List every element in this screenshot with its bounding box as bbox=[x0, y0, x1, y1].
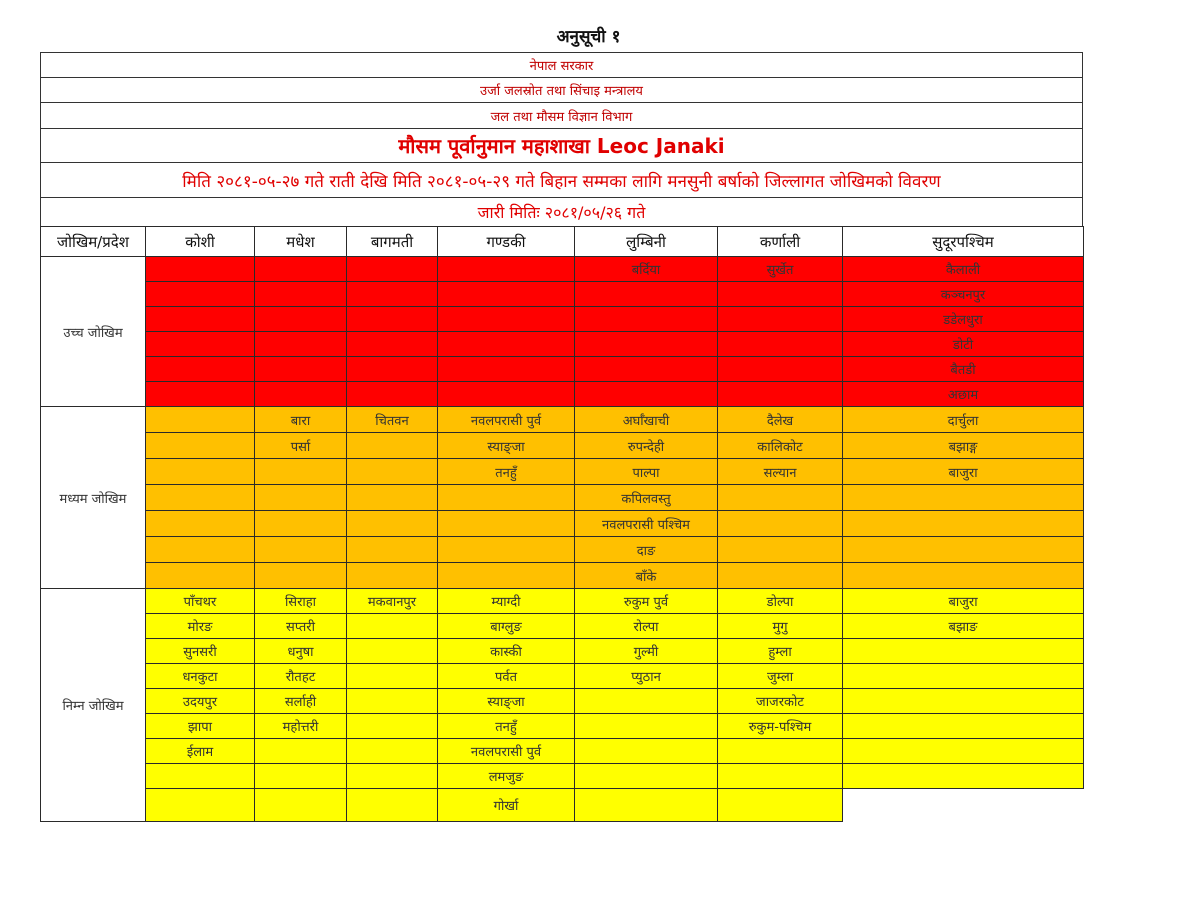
medium-risk-row bbox=[41, 407, 1084, 433]
district-cell: कैलाली bbox=[843, 257, 1084, 282]
low-risk-row bbox=[41, 789, 1084, 822]
empty-cell bbox=[347, 332, 438, 357]
low-risk-row bbox=[41, 664, 1084, 689]
high-risk-row bbox=[41, 307, 1084, 332]
empty-cell bbox=[146, 537, 255, 563]
empty-cell bbox=[146, 332, 255, 357]
empty-cell bbox=[255, 257, 347, 282]
district-cell: लमजुङ bbox=[438, 764, 575, 789]
empty-cell bbox=[255, 332, 347, 357]
empty-cell bbox=[575, 332, 718, 357]
column-header-row bbox=[41, 227, 1084, 257]
empty-cell bbox=[843, 664, 1084, 689]
empty-cell bbox=[347, 485, 438, 511]
empty-cell bbox=[718, 537, 843, 563]
empty-cell bbox=[718, 382, 843, 407]
empty-cell bbox=[146, 563, 255, 589]
district-cell: रुकुम-पश्चिम bbox=[718, 714, 843, 739]
empty-cell bbox=[575, 739, 718, 764]
district-cell: हुम्ला bbox=[718, 639, 843, 664]
district-cell: दार्चुला bbox=[843, 407, 1084, 433]
medium-risk-row bbox=[41, 563, 1084, 589]
high-risk-row bbox=[41, 357, 1084, 382]
high-risk-label: उच्च जोखिम bbox=[41, 257, 146, 407]
header-description: मिति २०८१-०५-२७ गते राती देखि मिति २०८१-०५-२९ गते बिहान सम्मका लागि मनसुनी बर्षाको जिल्लागत जोखिमको विवरण bbox=[40, 162, 1083, 198]
district-cell: सप्तरी bbox=[255, 614, 347, 639]
empty-cell bbox=[575, 764, 718, 789]
empty-cell bbox=[575, 357, 718, 382]
district-cell: मोरङ bbox=[146, 614, 255, 639]
empty-cell bbox=[438, 257, 575, 282]
column-header-lumbini: लुम्बिनी bbox=[575, 227, 718, 257]
district-cell: बाजुरा bbox=[843, 589, 1084, 614]
empty-cell bbox=[843, 485, 1084, 511]
district-cell: डोटी bbox=[843, 332, 1084, 357]
empty-cell bbox=[718, 485, 843, 511]
empty-cell bbox=[146, 407, 255, 433]
district-cell: म्याग्दी bbox=[438, 589, 575, 614]
empty-cell bbox=[575, 282, 718, 307]
empty-cell bbox=[255, 382, 347, 407]
empty-cell bbox=[347, 689, 438, 714]
low-risk-row bbox=[41, 714, 1084, 739]
district-cell: बझाङ bbox=[843, 614, 1084, 639]
empty-cell bbox=[146, 459, 255, 485]
medium-risk-row bbox=[41, 485, 1084, 511]
district-cell: रुकुम पुर्व bbox=[575, 589, 718, 614]
low-risk-row bbox=[41, 614, 1084, 639]
low-risk-label: निम्न जोखिम bbox=[41, 589, 146, 822]
district-cell: ईलाम bbox=[146, 739, 255, 764]
empty-cell bbox=[718, 332, 843, 357]
district-cell: बाग्लुङ bbox=[438, 614, 575, 639]
district-cell: दाङ bbox=[575, 537, 718, 563]
empty-cell bbox=[575, 307, 718, 332]
empty-cell bbox=[347, 537, 438, 563]
district-cell: चितवन bbox=[347, 407, 438, 433]
empty-cell bbox=[347, 382, 438, 407]
empty-cell bbox=[347, 764, 438, 789]
empty-cell bbox=[718, 282, 843, 307]
low-risk-row bbox=[41, 764, 1084, 789]
district-cell: झापा bbox=[146, 714, 255, 739]
header-department: जल तथा मौसम विज्ञान विभाग bbox=[40, 102, 1083, 129]
empty-cell bbox=[347, 257, 438, 282]
district-cell: तनहुँ bbox=[438, 459, 575, 485]
empty-cell bbox=[347, 282, 438, 307]
district-cell: अछाम bbox=[843, 382, 1084, 407]
district-cell: बर्दिया bbox=[575, 257, 718, 282]
district-cell: सर्लाही bbox=[255, 689, 347, 714]
district-cell: कास्की bbox=[438, 639, 575, 664]
district-cell: बाजुरा bbox=[843, 459, 1084, 485]
document-title: अनुसूची १ bbox=[556, 27, 621, 47]
district-cell: बझाङ्ग bbox=[843, 433, 1084, 459]
empty-cell bbox=[146, 257, 255, 282]
empty-cell bbox=[146, 433, 255, 459]
district-cell: उदयपुर bbox=[146, 689, 255, 714]
column-header-bagmati: बागमती bbox=[347, 227, 438, 257]
empty-cell bbox=[347, 664, 438, 689]
district-cell: कपिलवस्तु bbox=[575, 485, 718, 511]
empty-cell bbox=[255, 485, 347, 511]
empty-cell bbox=[347, 789, 438, 822]
empty-cell bbox=[255, 511, 347, 537]
medium-risk-row bbox=[41, 459, 1084, 485]
empty-cell bbox=[347, 357, 438, 382]
empty-cell bbox=[255, 307, 347, 332]
district-cell: कञ्चनपुर bbox=[843, 282, 1084, 307]
district-cell: सल्यान bbox=[718, 459, 843, 485]
empty-cell bbox=[438, 511, 575, 537]
empty-cell bbox=[843, 714, 1084, 739]
empty-cell bbox=[347, 433, 438, 459]
district-cell: दैलेख bbox=[718, 407, 843, 433]
district-cell: बारा bbox=[255, 407, 347, 433]
empty-cell bbox=[255, 563, 347, 589]
empty-cell bbox=[146, 764, 255, 789]
empty-cell bbox=[347, 614, 438, 639]
empty-cell bbox=[146, 382, 255, 407]
column-header-sudurpaschim: सुदूरपश्चिम bbox=[843, 227, 1084, 257]
district-cell: मुगु bbox=[718, 614, 843, 639]
high-risk-row bbox=[41, 332, 1084, 357]
district-cell: स्याङ्जा bbox=[438, 433, 575, 459]
column-header-karnali: कर्णाली bbox=[718, 227, 843, 257]
empty-cell bbox=[146, 307, 255, 332]
district-cell: जाजरकोट bbox=[718, 689, 843, 714]
district-cell: रुपन्देही bbox=[575, 433, 718, 459]
risk-table bbox=[40, 226, 1084, 822]
empty-cell bbox=[718, 307, 843, 332]
empty-cell bbox=[575, 714, 718, 739]
empty-cell bbox=[255, 282, 347, 307]
district-cell: सिराहा bbox=[255, 589, 347, 614]
empty-cell bbox=[718, 739, 843, 764]
empty-cell bbox=[438, 307, 575, 332]
high-risk-row bbox=[41, 282, 1084, 307]
empty-cell bbox=[718, 357, 843, 382]
empty-cell bbox=[843, 511, 1084, 537]
column-header-koshi: कोशी bbox=[146, 227, 255, 257]
district-cell: बाँके bbox=[575, 563, 718, 589]
empty-cell bbox=[255, 764, 347, 789]
empty-cell bbox=[438, 282, 575, 307]
empty-cell bbox=[575, 382, 718, 407]
district-cell: तनहुँ bbox=[438, 714, 575, 739]
empty-cell bbox=[347, 563, 438, 589]
empty-cell bbox=[255, 789, 347, 822]
high-risk-row bbox=[41, 257, 1084, 282]
empty-cell bbox=[438, 357, 575, 382]
empty-cell bbox=[718, 764, 843, 789]
empty-cell bbox=[347, 639, 438, 664]
empty-cell bbox=[843, 537, 1084, 563]
district-cell: धनुषा bbox=[255, 639, 347, 664]
header-division: मौसम पूर्वानुमान महाशाखा Leoc Janaki bbox=[40, 128, 1083, 163]
column-header-gandaki: गण्डकी bbox=[438, 227, 575, 257]
header-ministry: उर्जा जलस्रोत तथा सिंचाइ मन्त्रालय bbox=[40, 77, 1083, 103]
low-risk-row bbox=[41, 639, 1084, 664]
empty-cell bbox=[575, 689, 718, 714]
empty-cell bbox=[146, 511, 255, 537]
header-government: नेपाल सरकार bbox=[40, 52, 1083, 78]
empty-cell bbox=[347, 307, 438, 332]
district-cell: मकवानपुर bbox=[347, 589, 438, 614]
low-risk-row bbox=[41, 589, 1084, 614]
medium-risk-row bbox=[41, 433, 1084, 459]
district-cell: रौतहट bbox=[255, 664, 347, 689]
empty-cell bbox=[347, 739, 438, 764]
district-cell: नवलपरासी पुर्व bbox=[438, 407, 575, 433]
empty-cell bbox=[347, 714, 438, 739]
low-risk-row bbox=[41, 689, 1084, 714]
district-cell: पर्वत bbox=[438, 664, 575, 689]
empty-cell bbox=[438, 537, 575, 563]
empty-cell bbox=[438, 332, 575, 357]
empty-cell bbox=[843, 639, 1084, 664]
district-cell: कालिकोट bbox=[718, 433, 843, 459]
low-risk-row bbox=[41, 739, 1084, 764]
district-cell: गुल्मी bbox=[575, 639, 718, 664]
empty-cell bbox=[575, 789, 718, 822]
empty-cell bbox=[438, 485, 575, 511]
empty-cell bbox=[438, 563, 575, 589]
district-cell: अर्घाँखाची bbox=[575, 407, 718, 433]
empty-cell bbox=[347, 459, 438, 485]
district-cell: जुम्ला bbox=[718, 664, 843, 689]
column-header-risk-province: जोखिम/प्रदेश bbox=[41, 227, 146, 257]
district-cell: बैतडी bbox=[843, 357, 1084, 382]
empty-cell bbox=[718, 563, 843, 589]
empty-cell bbox=[347, 511, 438, 537]
header-issue-date: जारी मितिः २०८१/०५/२६ गते bbox=[40, 197, 1083, 227]
column-header-madhesh: मधेश bbox=[255, 227, 347, 257]
medium-risk-row bbox=[41, 537, 1084, 563]
district-cell: पाँचथर bbox=[146, 589, 255, 614]
empty-cell bbox=[843, 739, 1084, 764]
empty-cell bbox=[718, 511, 843, 537]
district-cell: नवलपरासी पश्चिम bbox=[575, 511, 718, 537]
empty-cell bbox=[255, 459, 347, 485]
high-risk-row bbox=[41, 382, 1084, 407]
district-cell: प्युठान bbox=[575, 664, 718, 689]
empty-cell bbox=[146, 282, 255, 307]
risk-table-body bbox=[41, 257, 1084, 822]
district-cell: डोल्पा bbox=[718, 589, 843, 614]
empty-cell bbox=[255, 357, 347, 382]
district-cell: पाल्पा bbox=[575, 459, 718, 485]
empty-cell bbox=[255, 739, 347, 764]
empty-cell bbox=[843, 764, 1084, 789]
medium-risk-row bbox=[41, 511, 1084, 537]
district-cell: पर्सा bbox=[255, 433, 347, 459]
district-cell: धनकुटा bbox=[146, 664, 255, 689]
empty-cell bbox=[146, 357, 255, 382]
medium-risk-label: मध्यम जोखिम bbox=[41, 407, 146, 589]
district-cell: महोत्तरी bbox=[255, 714, 347, 739]
empty-cell bbox=[843, 789, 1084, 822]
empty-cell bbox=[843, 563, 1084, 589]
district-cell: नवलपरासी पुर्व bbox=[438, 739, 575, 764]
district-cell: स्याङ्जा bbox=[438, 689, 575, 714]
district-cell: सुर्खेत bbox=[718, 257, 843, 282]
empty-cell bbox=[843, 689, 1084, 714]
district-cell: रोल्पा bbox=[575, 614, 718, 639]
district-cell: डडेलधुरा bbox=[843, 307, 1084, 332]
empty-cell bbox=[255, 537, 347, 563]
empty-cell bbox=[146, 789, 255, 822]
empty-cell bbox=[146, 485, 255, 511]
empty-cell bbox=[718, 789, 843, 822]
district-cell: सुनसरी bbox=[146, 639, 255, 664]
district-cell: गोर्खा bbox=[438, 789, 575, 822]
empty-cell bbox=[438, 382, 575, 407]
